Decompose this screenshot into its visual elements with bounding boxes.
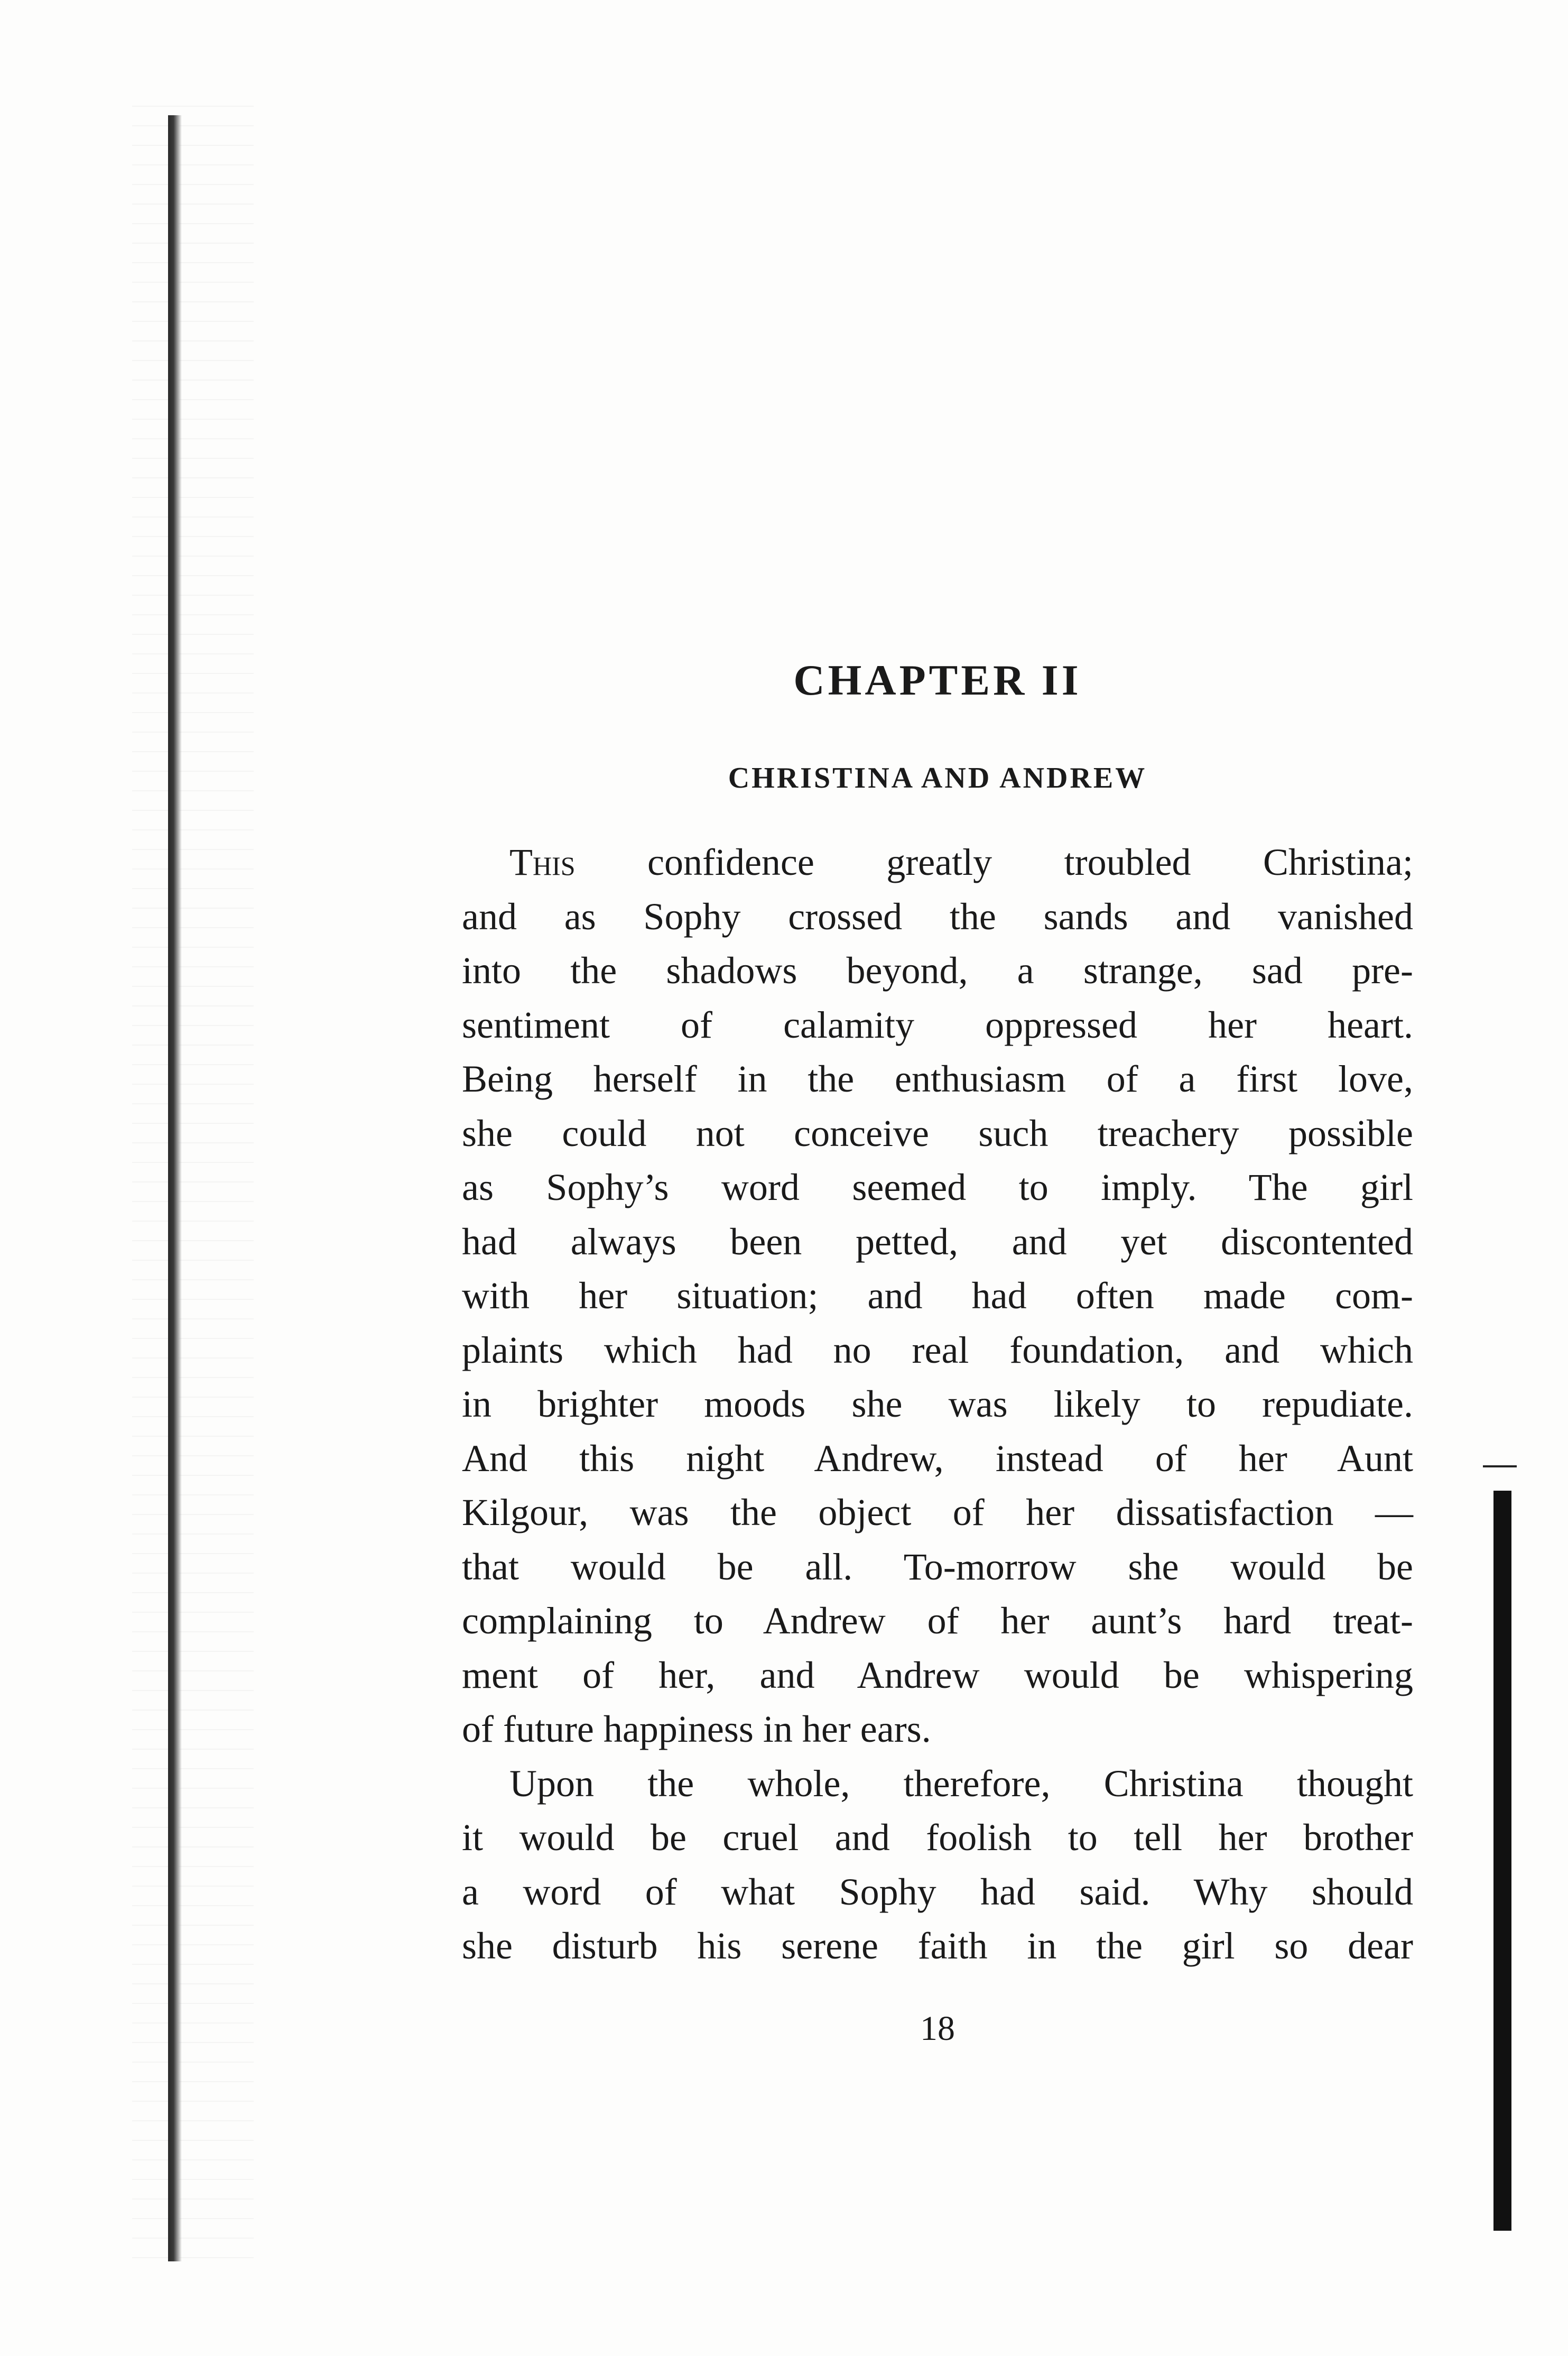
drop-word: This [509, 841, 576, 883]
text-line: sentiment of calamity oppressed her heart. [462, 1003, 1413, 1046]
text-line: a word of what Sophy had said. Why should [462, 1870, 1413, 1913]
scan-gutter-right [1493, 1491, 1511, 2231]
text-line: Kilgour, was the object of her dissatisfaction — [462, 1491, 1413, 1533]
text-line: plaints which had no real foundation, and which [462, 1328, 1413, 1371]
chapter-title: CHAPTER II [793, 656, 1082, 704]
text-line: into the shadows beyond, a strange, sad pre- [462, 949, 1413, 992]
text-line: and as Sophy crossed the sands and vanished [462, 895, 1413, 938]
text-line: she disturb his serene faith in the girl so dear [462, 1925, 1413, 1967]
text-line: Upon the whole, therefore, Christina thought [509, 1762, 1413, 1805]
text-line: as Sophy’s word seemed to imply. The girl [462, 1166, 1413, 1208]
page-number: 18 [920, 2009, 955, 2048]
chapter-subtitle: CHRISTINA AND ANDREW [728, 762, 1147, 794]
text-line: that would be all. To-morrow she would be [462, 1545, 1413, 1588]
text-line: And this night Andrew, instead of her Aunt [462, 1437, 1413, 1480]
body-text [462, 835, 1413, 1973]
scan-gutter-specks [132, 106, 254, 2273]
text-line: in brighter moods she was likely to repudiate. [462, 1383, 1413, 1425]
text-line: complaining to Andrew of her aunt’s hard treat- [462, 1600, 1413, 1642]
text-line: ment of her, and Andrew would be whispering [462, 1653, 1413, 1696]
text-line: it would be cruel and foolish to tell her brother [462, 1816, 1413, 1859]
text-line [462, 835, 1413, 890]
text-line: with her situation; and had often made com- [462, 1274, 1413, 1317]
scan-mark-right [1483, 1465, 1517, 1467]
text-line: had always been petted, and yet discontented [462, 1220, 1413, 1263]
text-line: Being herself in the enthusiasm of a first love, [462, 1058, 1413, 1100]
text-line: she could not conceive such treachery possible [462, 1112, 1413, 1154]
text-line: of future happiness in her ears. [462, 1708, 931, 1750]
scan-gutter-left [168, 115, 182, 2261]
text-line-content: confidence greatly troubled Christina; [575, 841, 1413, 883]
